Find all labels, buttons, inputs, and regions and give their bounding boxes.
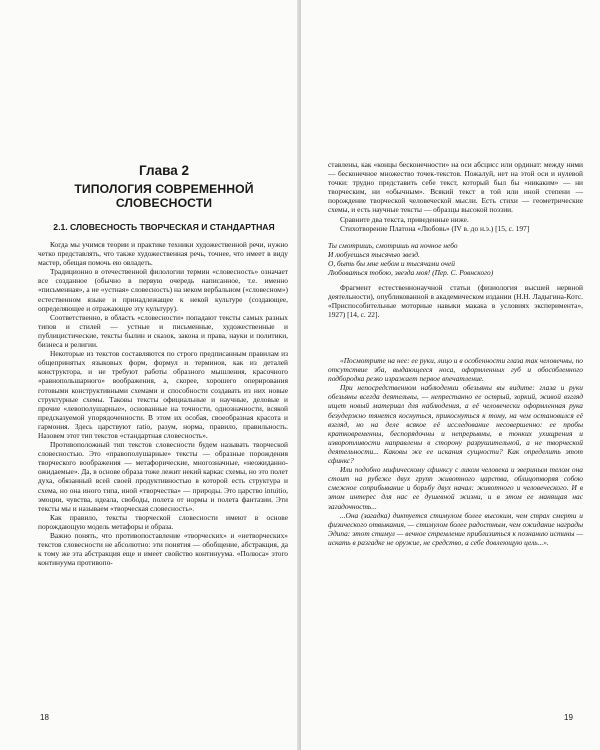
poem-line: Любоваться тобою, звезда моя! (Пер. С. Ровнского)	[328, 268, 494, 278]
quote-paragraph: При непосредственном наблюдении обезьяны вы видите: глаза и руки обезьяны всегда деятельны, — непрестанно ее острый, зоркий, живой взгляд ищет новый материал для наблюдения, а её человечески оформленная рука безудержно тянется коснуться, прикоснуться к тому, на чем остановился её взгляд, но на деле всякое её исследование несовершенно: ее пробы кратковременны, беспорядочны и непрерывны, в тонких ухищрения и изворотливости направлены в сторону разрушительной, а не творческой деятельности... Каковы же ее искания сущности? Как определить этот сфинкс?	[328, 383, 583, 466]
right-text-column-quote	[328, 356, 583, 547]
right-text-column-top	[328, 160, 583, 320]
quote-paragraph: ...Она (загадка) диктуется стимулом более высоким, чем страх смерти и физического отвыкания, — стимулом более радостным, чем ожидание награды Эдипа: этот стимул — вечное стремление приблизиться к познанию истины — искать в разгадке не оружие, не средство, а себе довлеющую цель...».	[328, 510, 583, 547]
paragraph: Фрагмент естественнонаучной статьи (физиология высшей нервной деятельности), опубликованной в академическом издании (Н.Н. Ладыгина-Котс. «Приспособительные моторные навыки макака в условиях эксперимента», 1927) [14, с. 22].	[328, 283, 583, 320]
section-title: 2.1. СЛОВЕСНОСТЬ ТВОРЧЕСКАЯ И СТАНДАРТНАЯ	[53, 222, 275, 232]
poem-line: О, быть бы мне небом и тысячами очей	[328, 258, 455, 268]
poem-source: Стихотворение Платона «Любовь» (IV в. до н.э.) [15, с. 197]	[340, 223, 530, 233]
paragraph: ставлены, как «концы бесконечности» на оси абсцисс или ординат: между ними — бесконечное множество точек-текстов. Пожалуй, нет на этой оси и нулевой точки: трудно представить себе текст, который был бы «никаким» — ни творческим, ни «обычным». Всякий текст в той или иной степени — порождение творческой человеческой мысли. Есть стихи — геометрические схемы, и есть научные тексты — образцы высокой поэзии.	[328, 160, 583, 215]
right-page	[301, 0, 600, 750]
paragraph: Важно понять, что противопоставление «творческих» и «нетворческих» текстов словесности не абсолютно: эти понятия — обобщение, абстракция, да к тому же эта абстракция еще и имеет свойство континуума. «Полюса» этого континуума противопо-	[38, 531, 288, 568]
chapter-title: ТИПОЛОГИЯ СОВРЕМЕННОЙ СЛОВЕСНОСТИ	[74, 182, 254, 210]
quote-paragraph: «Посмотрите на нее: ее руки, лицо и в особенности глаза так человечны, по отсутствие зба, выдающееся носа, оформленных губ и обособленного подбородка резко изражает первое впечатление.	[328, 356, 583, 384]
poem	[328, 241, 583, 277]
page-number: 19	[564, 713, 573, 722]
paragraph: Как правило, тексты творческой словесности имеют в основе порождающую модель метафоры и образа.	[38, 512, 288, 531]
chapter-number: Глава 2	[139, 163, 189, 178]
left-text-column	[38, 240, 288, 567]
page-number: 18	[40, 713, 49, 722]
paragraph: Соответственно, в область «словесности» попадают тексты самых разных типов и стилей — устные и письменные, художественные и публицистические, тексты былин и сказок, закона и права, науки и политики, бизнеса и религии.	[38, 312, 288, 350]
paragraph: Когда мы учимся теории и практике техники художественной речи, нужно четко представлять, что также художественная речь, точнее, что имеет в виду мастер, обещая помочь ею овладеть.	[38, 240, 288, 268]
paragraph: Противоположный тип текстов словесности будем называть творческой словесностью. Это «правополушарные» тексты — образные порождения творческого воображения — метафорические, многозначные, «неожиданно-ожидаемые». Да, в основе образа тоже лежит некий каркас схемы, но это полет духа, обязанный всей своей продуктивностью в которой есть структура и схема, но она иного типа, иной «творчества» — природы. Это царство intuitio, эмоции, чувства, идеала, свободы, полета от нормы и полета фантазии. Эти тексты мы и называем «творческая словесность».	[38, 440, 288, 513]
quote-paragraph: Или подобно мифическому сфинксу с ликом человека и звериным телом она стоит на рубеже двух групп животного царства, облицотворяя собою смежное соприбывание и борьбу двух начал: животного и человеческого. И в этом интерес для нас ее душевной жизни, и в этом ее манящая нас загадочность...	[328, 465, 583, 511]
poem-line: И любуешься тысячью звезд.	[328, 249, 420, 259]
paragraph: Традиционно в отечественной филологии термин «словесность» означает все созданное (обычно в первую очередь написанное, т.е. именно «письменная», а не «устная» словесность) на неком вербальном («словесном») естественном языке и принадлежащее к некой культуре (создающее, определяющее и отражающее эту культуру).	[38, 267, 288, 313]
paragraph: Сравните два текста, приведенные ниже.	[340, 214, 469, 224]
poem-line: Ты смотришь, смотришь на ночное небо	[328, 240, 458, 250]
paragraph: Некоторые из текстов составляются по строго предписанным правилам из общепринятых языковых форм, формул и терминов, как из деталей конструктора, и не требуют работы образного мышления, красочного «равнопольшарного» воображения, а, скорее, хорошего оперирования готовыми конструктивными схемами и способности создавать из них новые структурные схемы. Таковы тексты официальные и научные, деловые и прочие «левополушарные», основанные на точности, однозначности, всякой предсказуемой упорядоченности. В этом их особая, своеобразная красота и гармония. Здесь царствуют ratio, разум, норма, правило, правильность. Назовем этот тип текстов «стандартная словесность».	[38, 349, 288, 440]
left-page	[0, 0, 299, 750]
